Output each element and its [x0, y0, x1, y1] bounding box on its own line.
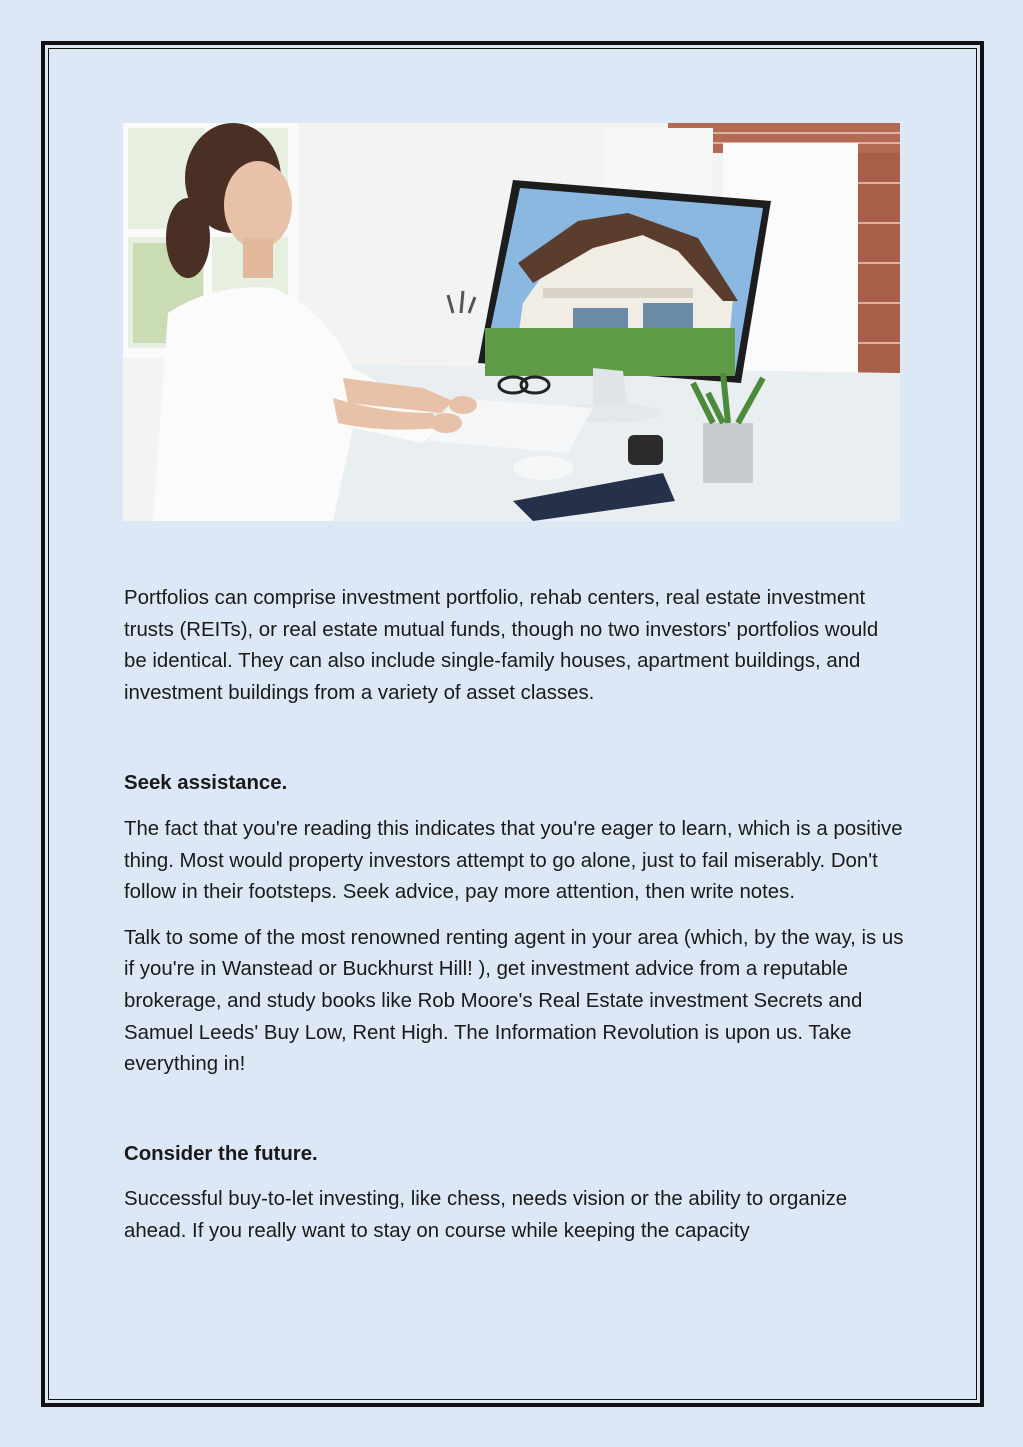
section-heading-consider-future: Consider the future. — [124, 1142, 318, 1165]
intro-paragraph: Portfolios can comprise investment portfolio, rehab centers, real estate investment trusts (REITs), or real estate mutual funds, though no two investors' portfolios would be identical. They can also include single-family houses, apartment buildings, and investment buildings from a variety of asset classes. — [124, 587, 879, 704]
woman-at-computer-icon — [123, 123, 900, 521]
section2-paragraph-1: Successful buy-to-let investing, like chess, needs vision or the ability to organize ahead. If you really want to stay on course while keeping the capacity — [124, 1188, 848, 1242]
section1-paragraph-1: The fact that you're reading this indicates that you're eager to learn, which is a positive thing. Most would property investors attempt to go alone, just to fail miserably. Don't follow in their footsteps. Seek advice, pay more attention, then write notes. — [124, 817, 903, 904]
section-heading-seek-assistance: Seek assistance. — [124, 772, 288, 795]
article-body — [124, 583, 904, 1248]
hero-image — [123, 123, 900, 521]
section1-paragraph-2: Talk to some of the most renowned renting agent in your area (which, by the way, is us if you're in Wanstead or Buckhurst Hill! ), get investment advice from a reputable brokerage, and study books like Rob Moore's Real Estate investment Secrets and Samuel Leeds' Buy Low, Rent High. The Information Revolution is upon us. Take everything in! — [124, 926, 904, 1076]
